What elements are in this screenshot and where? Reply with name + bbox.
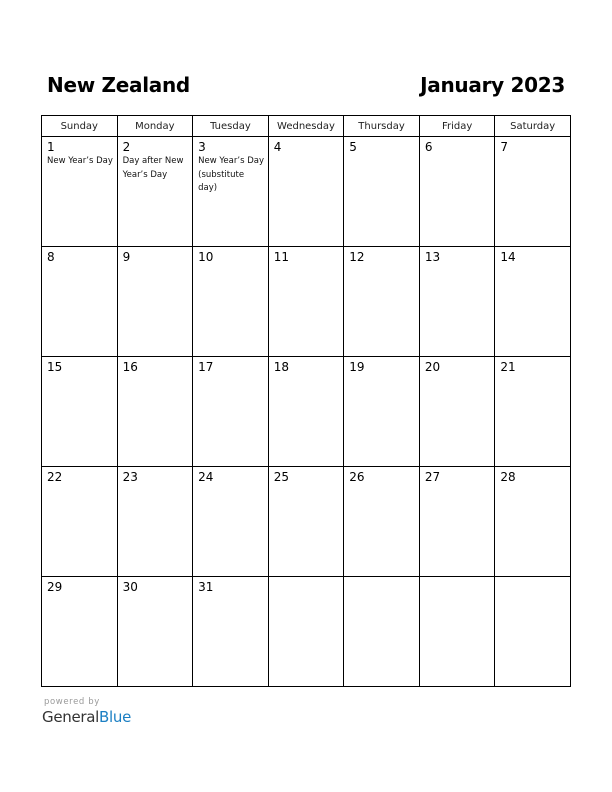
day-number: 29	[47, 580, 63, 594]
day-cell	[193, 357, 269, 467]
weekday-label: Saturday	[495, 116, 571, 137]
day-number: 15	[47, 360, 63, 374]
holiday-label	[495, 154, 570, 155]
day-number: 13	[424, 250, 441, 264]
day-number: 16	[122, 360, 138, 374]
day-number: 20	[424, 360, 441, 374]
holiday-label: New Year’s Day	[47, 156, 113, 166]
day-cell	[419, 577, 495, 687]
day-number: 17	[198, 360, 214, 374]
day-number: 4	[273, 140, 282, 154]
weekday-label: Tuesday	[193, 116, 269, 137]
day-number: 11	[273, 250, 289, 264]
day-cell	[419, 357, 495, 467]
powered-by-text: powered by	[44, 697, 100, 707]
day-number: 6	[424, 140, 433, 154]
day-number: 26	[349, 470, 365, 484]
week-row	[42, 357, 571, 467]
holiday-label	[344, 154, 419, 155]
day-cell	[117, 247, 193, 357]
day-number: 9	[122, 250, 131, 264]
day-cell	[495, 467, 571, 577]
day-number: 22	[47, 470, 63, 484]
weekday-label: Friday	[419, 116, 495, 137]
day-cell	[117, 137, 193, 247]
day-cell	[344, 357, 420, 467]
day-number: 1	[47, 140, 55, 154]
weekday-label: Monday	[117, 116, 193, 137]
day-number: 24	[198, 470, 214, 484]
day-cell	[344, 247, 420, 357]
day-cell	[268, 357, 344, 467]
day-cell	[495, 357, 571, 467]
day-number: 10	[198, 250, 214, 264]
day-number: 31	[198, 580, 214, 594]
weekday-header-row	[42, 116, 571, 137]
day-cell	[42, 137, 118, 247]
day-cell	[268, 467, 344, 577]
day-cell	[117, 577, 193, 687]
day-number: 3	[198, 140, 206, 154]
week-row	[42, 577, 571, 687]
day-cell	[42, 357, 118, 467]
day-cell	[193, 137, 269, 247]
day-number: 30	[122, 580, 138, 594]
holiday-label	[269, 154, 344, 155]
weekday-label: Sunday	[42, 116, 118, 137]
day-cell	[193, 577, 269, 687]
weekday-label: Thursday	[344, 116, 420, 137]
calendar-grid	[41, 115, 571, 687]
day-cell	[495, 247, 571, 357]
day-number: 12	[349, 250, 365, 264]
calendar-header	[47, 70, 565, 100]
brand-blue: Blue	[99, 708, 132, 726]
day-number: 23	[122, 470, 138, 484]
day-number	[269, 577, 344, 580]
day-number: 2	[122, 140, 131, 154]
day-cell	[344, 467, 420, 577]
day-cell	[419, 247, 495, 357]
holiday-label: New Year’s Day (substitute day)	[198, 156, 264, 193]
day-cell	[268, 577, 344, 687]
day-cell	[268, 247, 344, 357]
day-cell	[193, 247, 269, 357]
day-number: 19	[349, 360, 365, 374]
country-title: New Zealand	[47, 73, 190, 97]
day-cell	[117, 467, 193, 577]
footer-branding	[42, 697, 131, 726]
day-number: 27	[424, 470, 441, 484]
day-number	[420, 577, 495, 580]
holiday-label: Day after New Year’s Day	[122, 156, 184, 180]
day-number: 7	[500, 140, 509, 154]
week-row	[42, 137, 571, 247]
day-cell	[42, 467, 118, 577]
day-number: 14	[500, 250, 516, 264]
generalblue-logo[interactable]	[42, 708, 131, 726]
brand-general: General	[42, 708, 100, 726]
week-row	[42, 247, 571, 357]
day-cell	[344, 577, 420, 687]
weekday-label: Wednesday	[268, 116, 344, 137]
day-cell	[419, 137, 495, 247]
week-row	[42, 467, 571, 577]
day-cell	[495, 577, 571, 687]
day-number: 25	[273, 470, 289, 484]
holiday-label	[420, 154, 495, 155]
day-number	[344, 577, 419, 580]
day-number: 28	[500, 470, 516, 484]
day-number: 8	[47, 250, 55, 264]
day-cell	[419, 467, 495, 577]
day-cell	[42, 577, 118, 687]
day-cell	[268, 137, 344, 247]
day-number	[495, 577, 570, 580]
day-number: 5	[349, 140, 357, 154]
day-number: 21	[500, 360, 516, 374]
month-year-title: January 2023	[420, 73, 565, 97]
day-cell	[495, 137, 571, 247]
day-cell	[42, 247, 118, 357]
day-cell	[344, 137, 420, 247]
day-cell	[117, 357, 193, 467]
day-number: 18	[273, 360, 289, 374]
day-cell	[193, 467, 269, 577]
